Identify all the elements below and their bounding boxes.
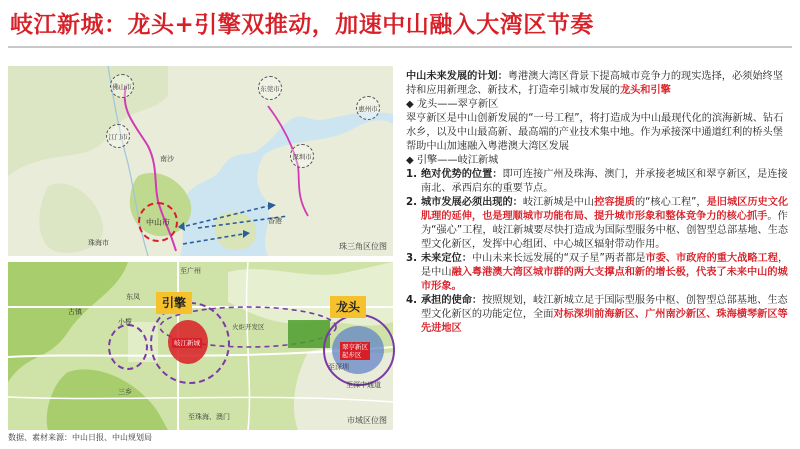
west-ring	[108, 324, 148, 370]
top-map-caption: 珠三角区位图	[339, 242, 387, 251]
item-highlight: 融入粤港澳大湾区城市群的两大支撑点和新的增长极，代表了未来中山的城市形象。	[421, 267, 788, 292]
list-item	[406, 294, 792, 336]
dragon-head-tag: 龙头	[330, 296, 366, 318]
city-region-map	[8, 262, 393, 430]
item-body: 。作为“强心”工程，岐江新城要尽快打造成为国际型服务中枢、创智型总部基地、生态型文化新区，发挥中心组团、中心城区辐射带动作用。	[421, 211, 789, 250]
dragon-head-paragraph: 翠亨新区是中山创新发展的“一号工程”，将打造成为中山最现代化的滨海新城、钻石水乡，以及中山最高新、最高端的产业技术集中地。作为承接深中通道红利的桥头堡帮助中山加速融入粤港澳大湾区发展	[406, 113, 784, 152]
list-item	[406, 252, 792, 294]
item-body: 岐江新城是中山	[522, 197, 595, 208]
diamond-bullet-icon: ◆	[406, 99, 417, 110]
city-huizhou	[356, 96, 380, 120]
item-highlight: 是旧城区历史文化肌理的延伸，也是理顺城市功能布局、提升城市形象和整体竞争力的核心抓手	[421, 197, 789, 222]
item-label: 绝对优势的位置：	[421, 169, 503, 180]
item-number: 4.	[406, 295, 417, 306]
city-name: 惠州市	[358, 104, 378, 113]
cuiheng-zone-label: 翠亨新区 起步区	[342, 343, 368, 359]
item-label: 未来定位：	[421, 253, 472, 264]
item-number: 3.	[406, 253, 417, 264]
item-body: ，是中山	[421, 253, 789, 278]
source-footnote: 数据、素材来源：中山日报、中山规划局	[8, 433, 152, 442]
list-item	[406, 196, 792, 252]
city-foshan	[110, 74, 134, 98]
place-sanxiang: 三乡	[118, 388, 132, 396]
item-label: 城市发展必须出现的：	[421, 197, 523, 208]
item-number: 2.	[406, 197, 417, 208]
title-divider	[8, 46, 792, 48]
hongkong-label: 香港	[268, 217, 282, 225]
intro-highlight: 龙头和引擎	[619, 85, 671, 96]
qijiang-zone-label: 岐江新城	[174, 339, 200, 347]
city-name: 东莞市	[260, 84, 280, 93]
item-body: 的“核心工程”，	[634, 197, 707, 208]
place-xiaolan: 小榄	[118, 318, 132, 326]
item-highlight: 控容提质	[594, 197, 635, 208]
place-dongfeng: 东凤	[126, 293, 140, 301]
city-jiangmen	[106, 124, 130, 148]
list-item	[406, 168, 792, 196]
bullet-dragon-head-title: 龙头——翠亨新区	[416, 99, 499, 110]
engine-tag: 引擎	[156, 292, 192, 314]
legend-shenzhong-channel: 至深中通道	[346, 381, 381, 389]
road-label-shenzhen: 至深圳	[328, 363, 349, 371]
city-name: 佛山市	[112, 82, 132, 91]
item-highlight: 市委、市政府的重大战略工程	[645, 253, 778, 264]
torch-zone-label: 火炬开发区	[232, 323, 265, 331]
plan-text	[406, 70, 792, 336]
intro-body: 粤港澳大湾区背景下提高城市竞争力的现实选择，必须始终坚持和应用新理念、新技术，打造牵引城市发展的	[406, 71, 783, 96]
bullet-engine-title: 引擎——岐江新城	[416, 155, 499, 166]
intro-paragraph	[406, 70, 792, 98]
city-name: 深圳市	[292, 152, 312, 161]
item-highlight: 对标深圳前海新区、广州南沙新区、珠海横琴新区等先进地区	[421, 309, 788, 334]
intro-label: 中山未来发展的计划：	[406, 71, 508, 82]
place-guzhen: 古镇	[68, 308, 82, 316]
road-label-guangzhou: 至广州	[180, 267, 201, 275]
item-body: 中山未来长远发展的“双子星”两者都是	[471, 253, 646, 264]
zhongshan-highlight	[138, 202, 178, 242]
zhongshan-label: 中山市	[146, 217, 170, 227]
item-number: 1.	[406, 169, 417, 180]
nansha-label: 南沙	[160, 155, 174, 163]
item-body: 即可连接广州及珠海、澳门，并承接老城区和翠亨新区，是连接南北、承西启东的重要节点。	[421, 169, 788, 194]
road-label-zhuhai: 至珠海、澳门	[188, 413, 230, 421]
item-label: 承担的使命：	[421, 295, 483, 306]
bottom-map-caption: 市域区位图	[347, 416, 387, 425]
diamond-bullet-icon: ◆	[406, 155, 417, 166]
zhuhai-label: 珠海市	[88, 239, 109, 247]
city-shenzhen	[290, 144, 314, 168]
delta-map-graphic	[8, 66, 393, 256]
city-dongguan	[258, 76, 282, 100]
item-body: 按照规划，岐江新城立足于国际型服务中枢、创智型总部基地、生态型文化新区的功能定位，全面	[421, 295, 788, 320]
bullet-engine	[406, 154, 792, 168]
page-title: 岐江新城：龙头+引擎双推动，加速中山融入大湾区节奏	[10, 12, 594, 38]
pearl-river-delta-map	[8, 66, 393, 256]
city-name: 江门市	[108, 132, 128, 141]
bullet-dragon-head	[406, 98, 792, 112]
